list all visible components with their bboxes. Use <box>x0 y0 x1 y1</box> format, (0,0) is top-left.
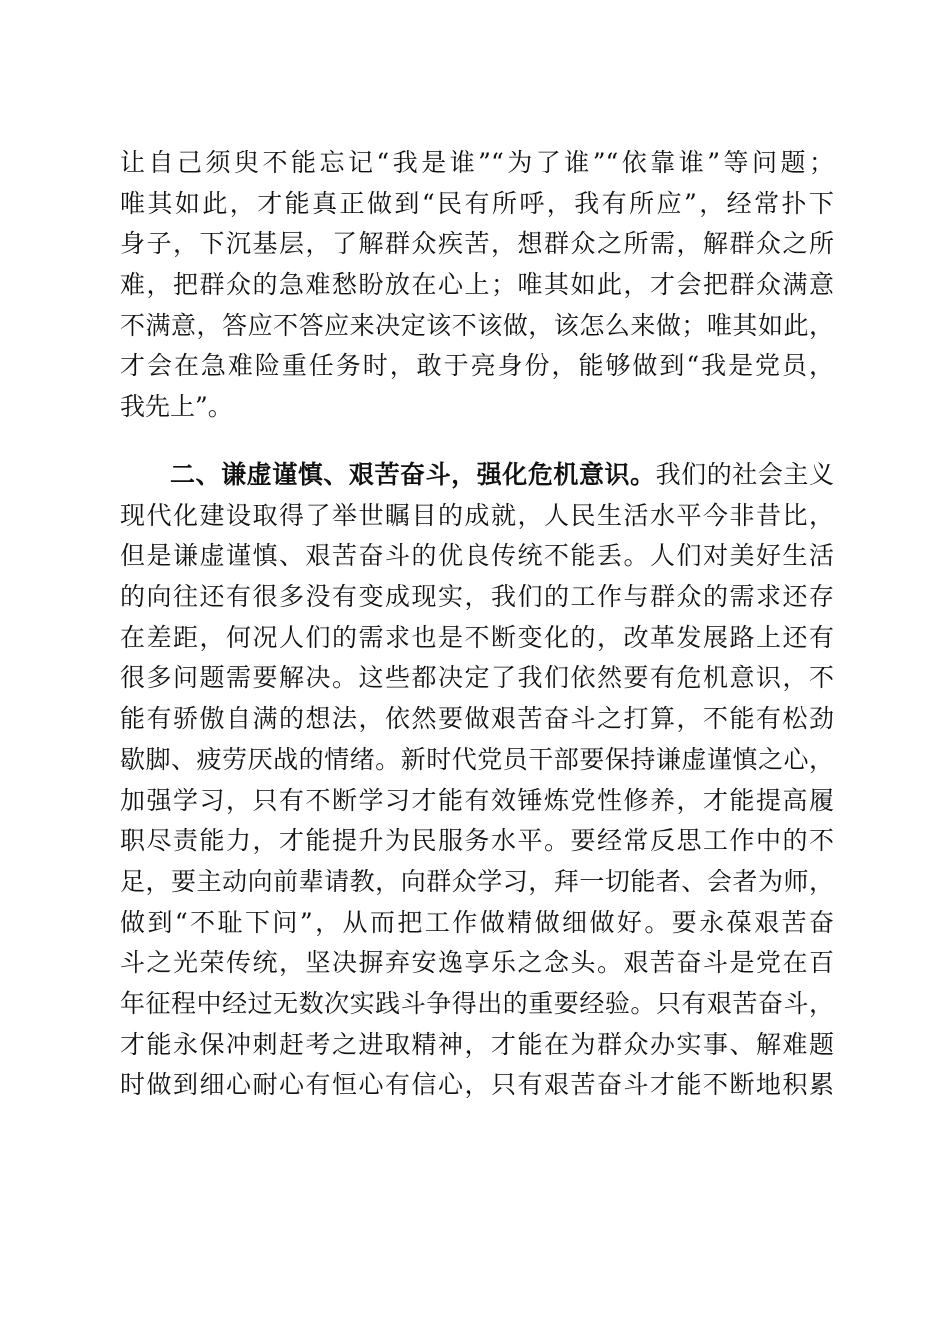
paragraph-line: 在差距，何况人们的需求也是不断变化的，改革发展路上还有 <box>120 622 834 652</box>
paragraph-line: 身子，下沉基层，了解群众疾苦，想群众之所需，解群众之所 <box>120 229 834 259</box>
paragraph-line: 歇脚、疲劳厌战的情绪。新时代党员干部要保持谦虚谨慎之心， <box>120 744 834 774</box>
paragraph-2 <box>120 455 834 1106</box>
paragraph-line: 让自己须臾不能忘记“我是谁”“为了谁”“依靠谁”等问题； <box>120 148 834 177</box>
paragraph-line: 唯其如此，才能真正做到“民有所呼，我有所应”，经常扑下 <box>120 188 834 218</box>
paragraph-line: 做到“不耻下问”，从而把工作做精做细做好。要永葆艰苦奋 <box>120 907 834 937</box>
paragraph-line: 但是谦虚谨慎、艰苦奋斗的优良传统不能丢。人们对美好生活 <box>120 541 834 571</box>
paragraph-line: 斗之光荣传统，坚决摒弃安逸享乐之念头。艰苦奋斗是党在百 <box>120 948 834 978</box>
paragraph-line: 难，把群众的急难愁盼放在心上；唯其如此，才会把群众满意 <box>120 270 834 300</box>
paragraph-line: 我先上”。 <box>120 392 233 422</box>
section-heading: 二、谦虚谨慎、艰苦奋斗，强化危机意识。 <box>170 460 656 489</box>
paragraph-line: 很多问题需要解决。这些都决定了我们依然要有危机意识，不 <box>120 663 834 693</box>
paragraph-line: 能有骄傲自满的想法，依然要做艰苦奋斗之打算，不能有松劲 <box>120 704 834 734</box>
paragraph-line: 时做到细心耐心有恒心有信心，只有艰苦奋斗才能不断地积累 <box>120 1070 834 1100</box>
paragraph-line: 职尽责能力，才能提升为民服务水平。要经常反思工作中的不 <box>120 826 834 856</box>
paragraph-line: 足，要主动向前辈请教，向群众学习，拜一切能者、会者为师， <box>120 866 834 896</box>
paragraph-1 <box>120 143 834 428</box>
paragraph-line: 现代化建设取得了举世瞩目的成就，人民生活水平今非昔比， <box>120 500 834 530</box>
paragraph-line: 加强学习，只有不断学习才能有效锤炼党性修养，才能提高履 <box>120 785 834 815</box>
paragraph-line: 不满意，答应不答应来决定该不该做，该怎么来做；唯其如此， <box>120 310 834 340</box>
paragraph-line: 的向往还有很多没有变成现实，我们的工作与群众的需求还存 <box>120 582 834 612</box>
paragraph-line: 才能永保冲刺赶考之进取精神，才能在为群众办实事、解难题 <box>120 1029 834 1059</box>
paragraph-first-line <box>120 455 834 496</box>
paragraph-line: 年征程中经过无数次实践斗争得出的重要经验。只有艰苦奋斗， <box>120 988 834 1018</box>
paragraph-line-rest: 我们的社会主义 <box>655 460 834 489</box>
paragraph-line: 才会在急难险重任务时，敢于亮身份，能够做到“我是党员， <box>120 351 834 381</box>
